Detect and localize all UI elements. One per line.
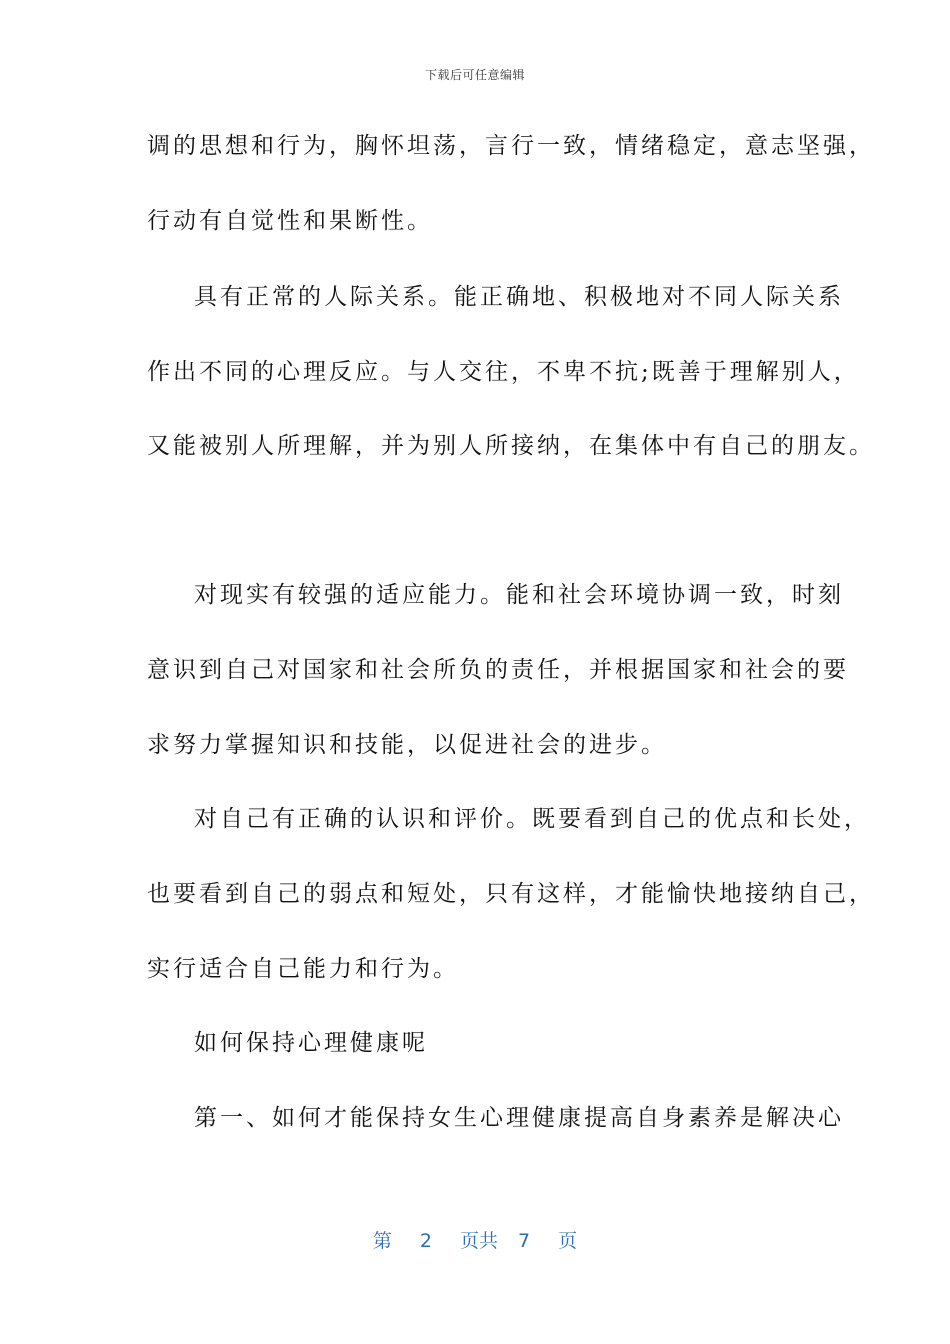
text-line: 求努力掌握知识和技能，以促进社会的进步。 xyxy=(147,732,667,758)
header-note: 下载后可任意编辑 xyxy=(424,68,525,82)
text-line: 如何保持心理健康呢 xyxy=(194,1030,428,1056)
text-line: 实行适合自己能力和行为。 xyxy=(147,956,459,982)
text-line: 作出不同的心理反应。与人交往，不卑不抗;既善于理解别人， xyxy=(147,359,860,385)
current-page-number: 2 xyxy=(419,1230,432,1252)
text-line: 又能被别人所理解，并为别人所接纳，在集体中有自己的朋友。 xyxy=(147,433,875,459)
text-line: 也要看到自己的弱点和短处，只有这样，才能愉快地接纳自己， xyxy=(147,881,875,907)
text-line: 行动有自觉性和果断性。 xyxy=(147,208,433,234)
text-line: 调的思想和行为，胸怀坦荡，言行一致，情绪稳定，意志坚强， xyxy=(147,133,875,159)
text-line: 意识到自己对国家和社会所负的责任，并根据国家和社会的要 xyxy=(147,657,849,683)
text-line: 第一、如何才能保持女生心理健康提高自身素养是解决心 xyxy=(194,1105,844,1131)
page-suffix: 页 xyxy=(558,1230,578,1252)
text-line: 对自己有正确的认识和评价。既要看到自己的优点和长处， xyxy=(194,806,870,832)
page-footer xyxy=(0,1226,950,1253)
total-pages-number: 7 xyxy=(518,1230,531,1252)
text-line: 具有正常的人际关系。能正确地、积极地对不同人际关系 xyxy=(194,284,844,310)
page-prefix: 第 xyxy=(372,1230,392,1252)
text-line: 对现实有较强的适应能力。能和社会环境协调一致，时刻 xyxy=(194,582,844,608)
page-middle: 页共 xyxy=(459,1230,498,1252)
